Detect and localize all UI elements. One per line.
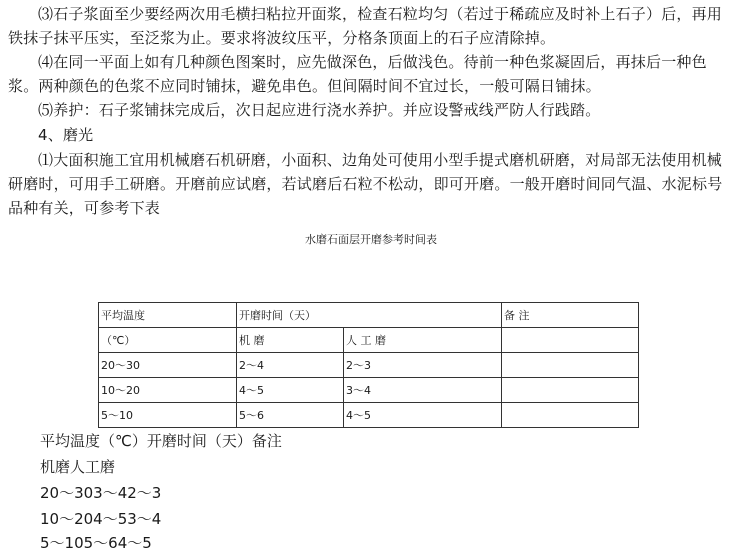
cell-machine: 5～6 [237, 403, 344, 428]
plain-text-line: 机磨人工磨 [40, 458, 116, 476]
table-row [99, 403, 639, 428]
table-header-row [99, 303, 639, 328]
section-heading-polishing: 4、磨光 [38, 126, 94, 144]
cell-manual: 4～5 [344, 403, 502, 428]
table-caption: 水磨石面层开磨参考时间表 [305, 233, 437, 246]
table-row [99, 353, 639, 378]
header-temperature-unit: （℃） [99, 328, 237, 353]
cell-note [502, 353, 639, 378]
paragraph-step-4: ⑷在同一平面上如有几种颜色图案时，应先做深色，后做浅色。待前一种色浆凝固后，再抹后一种色浆。两种颜色的色浆不应同时铺抹，避免串色。但间隔时间不宜过长，一般可隔日铺抹。 [8, 53, 707, 95]
paragraph-step-5: ⑸养护：石子浆铺抹完成后，次日起应进行浇水养护。并应设警戒线严防人行践踏。 [38, 101, 601, 119]
header-temperature: 平均温度 [99, 303, 237, 328]
cell-temperature: 10～20 [99, 378, 237, 403]
plain-text-line: 10～204～53～4 [40, 510, 162, 528]
header-grinding-time: 开磨时间（天） [237, 303, 502, 328]
paragraph-polishing-1: ⑴大面积施工宜用机械磨石机研磨，小面积、边角处可使用小型手提式磨机研磨，对局部无法使用机械研磨时，可用手工研磨。开磨前应试磨，若试磨后石粒不松动，即可开磨。一般开磨时间同气温、水泥标号品种有关，可参考下表 [8, 151, 723, 217]
header-note-empty [502, 328, 639, 353]
cell-machine: 2～4 [237, 353, 344, 378]
cell-temperature: 5～10 [99, 403, 237, 428]
header-note: 备 注 [502, 303, 639, 328]
grinding-time-table [98, 302, 639, 428]
cell-note [502, 378, 639, 403]
cell-manual: 2～3 [344, 353, 502, 378]
cell-temperature: 20～30 [99, 353, 237, 378]
plain-text-line: 20～303～42～3 [40, 484, 162, 502]
cell-note [502, 403, 639, 428]
header-machine-grinding: 机 磨 [237, 328, 344, 353]
table-row [99, 378, 639, 403]
plain-text-line: 5～105～64～5 [40, 534, 152, 552]
paragraph-step-3: ⑶石子浆面至少要经两次用毛横扫粘拉开面浆，检查石粒均匀（若过于稀疏应及时补上石子）后，再用铁抹子抹平压实，至泛浆为止。要求将波纹压平，分格条顶面上的石子应清除掉。 [8, 5, 723, 47]
cell-manual: 3～4 [344, 378, 502, 403]
cell-machine: 4～5 [237, 378, 344, 403]
plain-text-line: 平均温度（℃）开磨时间（天）备注 [40, 432, 282, 450]
table-subheader-row [99, 328, 639, 353]
header-manual-grinding: 人 工 磨 [344, 328, 502, 353]
